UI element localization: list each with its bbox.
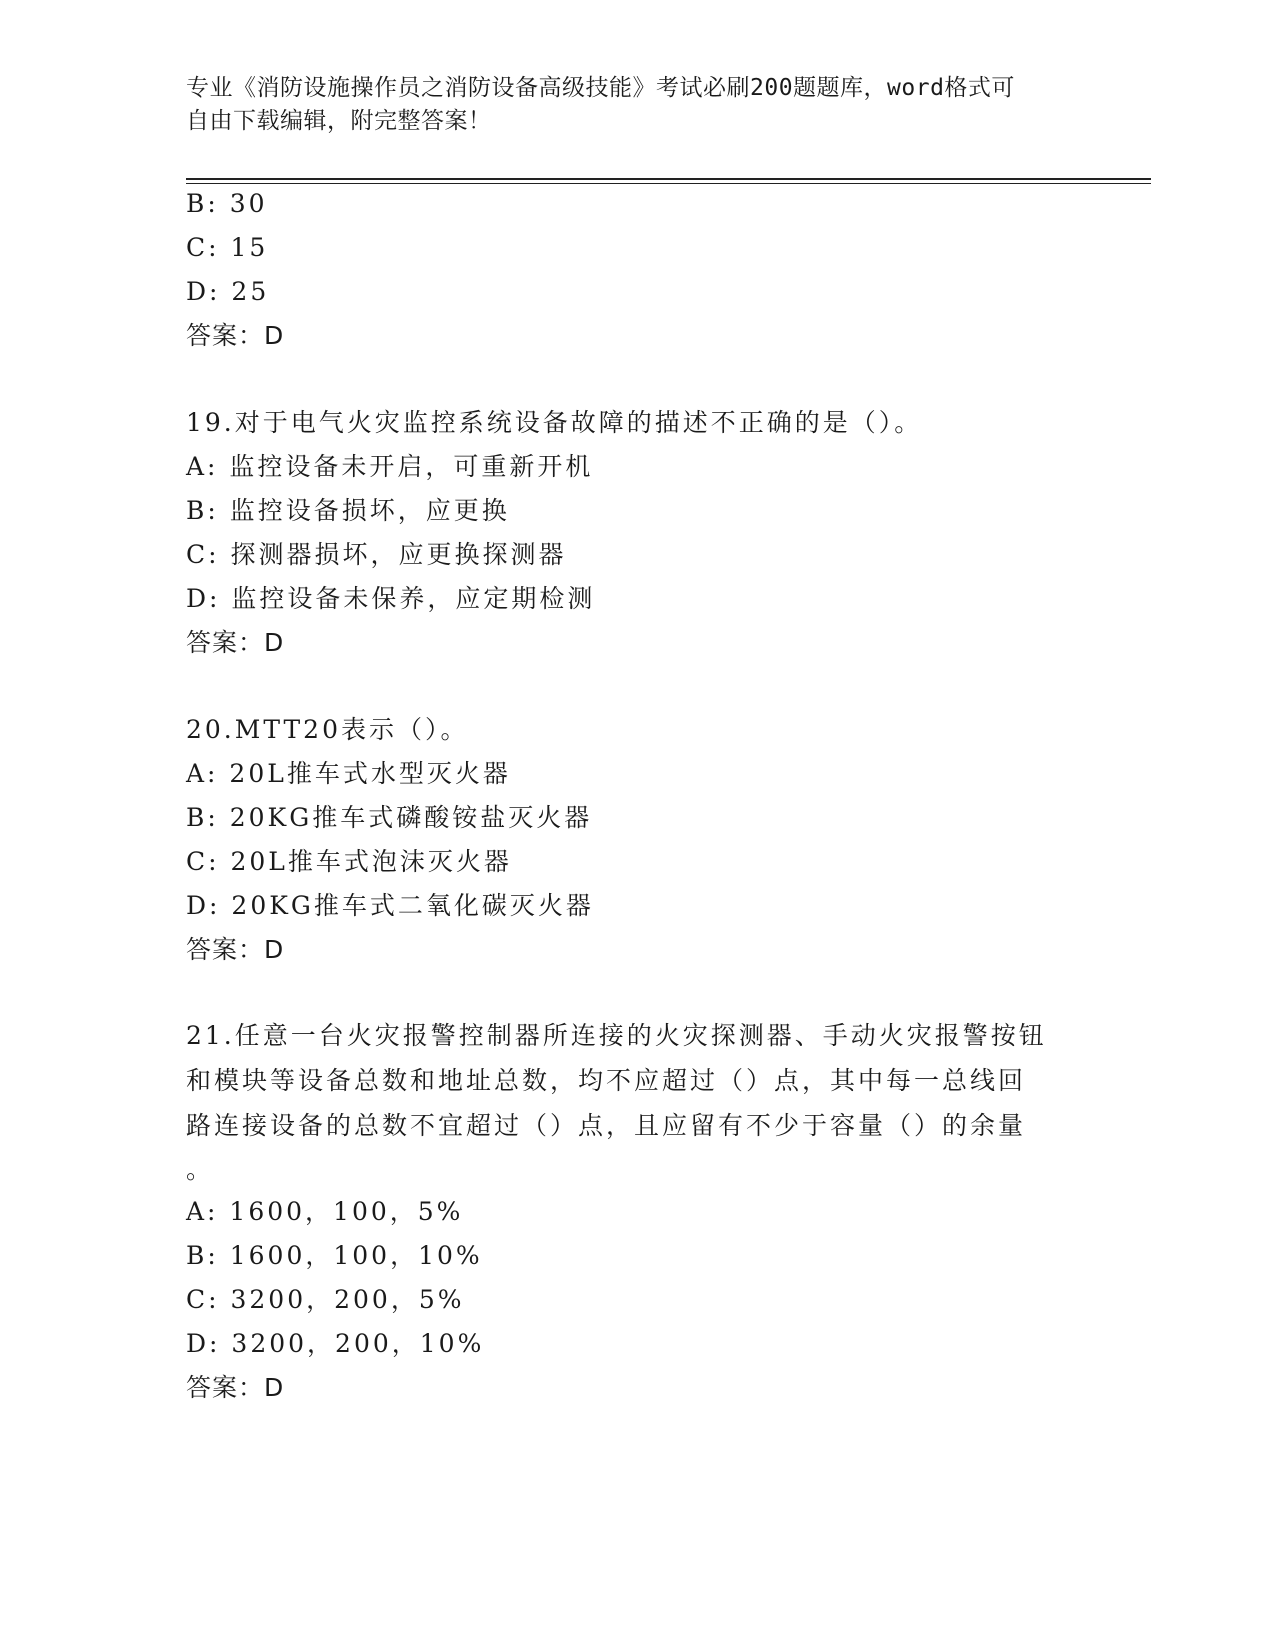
q18-option-b: B: 30	[186, 189, 268, 218]
q21-question-line-1: 21.任意一台火灾报警控制器所连接的火灾探测器、手动火灾报警按钮	[186, 1021, 1047, 1050]
q21-option-d: D: 3200，200，10%	[186, 1329, 485, 1358]
q19-option-c: C: 探测器损坏，应更换探测器	[186, 540, 567, 569]
document-header	[186, 72, 1066, 138]
q21-question-line-3: 路连接设备的总数不宜超过（）点，且应留有不少于容量（）的余量	[186, 1111, 1027, 1140]
q20-option-a: A: 20L推车式水型灭火器	[186, 759, 511, 788]
q19-option-d: D: 监控设备未保养，应定期检测	[186, 584, 596, 613]
q20-question: 20.MTT20表示（）。	[186, 715, 469, 744]
q20-answer: 答案：D	[186, 935, 285, 964]
q18-option-d: D: 25	[186, 277, 270, 306]
q19-question: 19.对于电气火灾监控系统设备故障的描述不正确的是（）。	[186, 408, 923, 437]
header-divider-thin	[186, 183, 1151, 184]
q21-option-b: B: 1600，100，10%	[186, 1241, 483, 1270]
q18-option-c: C: 15	[186, 233, 269, 262]
q21-option-c: C: 3200，200，5%	[186, 1285, 465, 1314]
q21-option-a: A: 1600，100，5%	[186, 1197, 464, 1226]
q18-answer: 答案：D	[186, 321, 285, 350]
q19-option-b: B: 监控设备损坏，应更换	[186, 496, 510, 525]
q21-answer: 答案：D	[186, 1373, 285, 1402]
q19-option-a: A: 监控设备未开启，可重新开机	[186, 452, 594, 481]
q20-option-c: C: 20L推车式泡沫灭火器	[186, 847, 512, 876]
header-line-1: 专业《消防设施操作员之消防设备高级技能》考试必刷200题题库，word格式可	[186, 75, 1015, 101]
q19-answer: 答案：D	[186, 628, 285, 657]
q21-question-line-4: 。	[186, 1155, 215, 1184]
header-line-2: 自由下载编辑，附完整答案！	[186, 108, 492, 134]
q21-question-line-2: 和模块等设备总数和地址总数，均不应超过（）点，其中每一总线回	[186, 1066, 1027, 1095]
q20-option-d: D: 20KG推车式二氧化碳灭火器	[186, 891, 594, 920]
header-divider-thick	[186, 178, 1151, 180]
q20-option-b: B: 20KG推车式磷酸铵盐灭火器	[186, 803, 593, 832]
